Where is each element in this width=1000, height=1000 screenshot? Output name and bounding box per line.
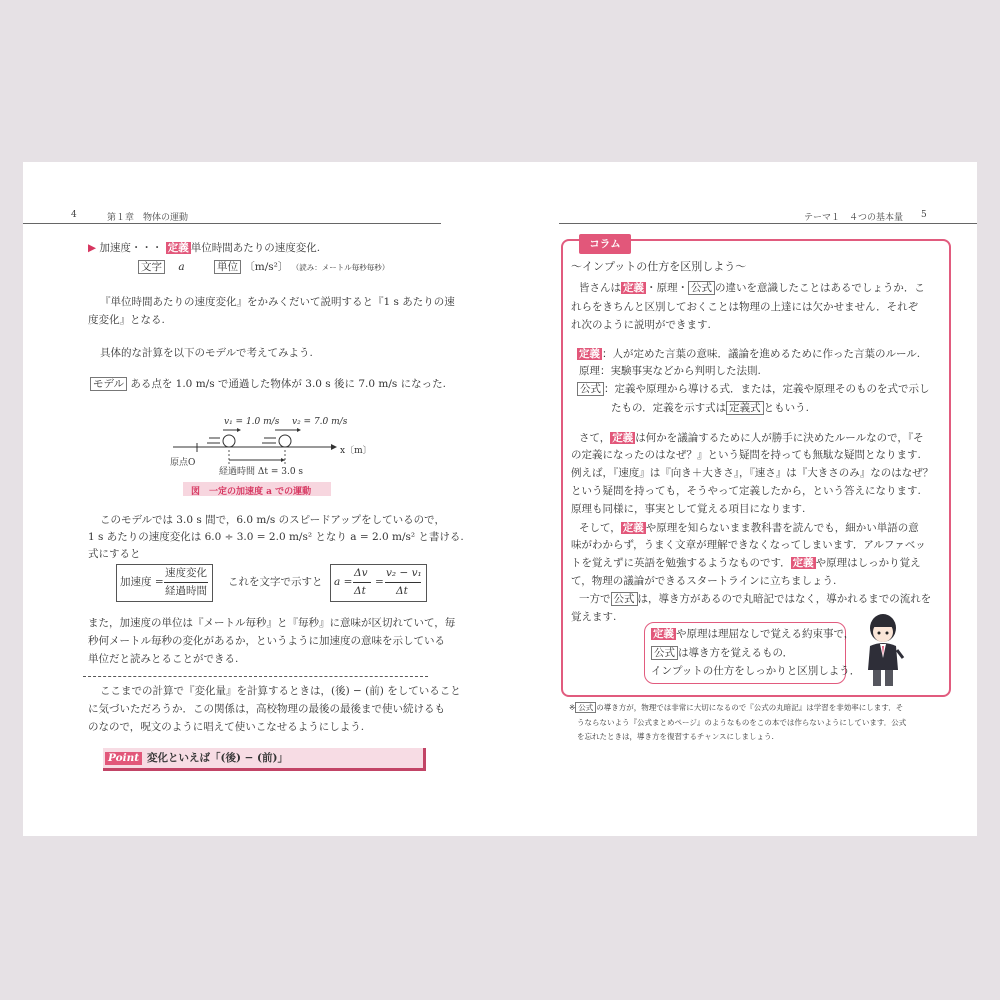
symbol-line [138,261,389,273]
tag-definition-formula: 定義式 [726,401,764,415]
para-c-line1 [579,522,919,534]
footnote-line3: を忘れたときは，導き方を復習するチャンスにしましょう. [577,732,774,741]
character-leg-right [885,670,893,686]
formula-sym-num1: Δv [354,567,368,579]
character-leg-left [873,670,881,686]
formula-words-denominator: 経過時間 [165,585,207,597]
def-item-formula [577,383,930,395]
para-c-line4: て，物理の議論ができるスタートラインに立ちましょう. [571,575,837,587]
character-eye-left [878,632,881,635]
term-label: 加速度・・・ [99,242,163,254]
para3-line2: 1 s あたりの速度変化は 6.0 ÷ 3.0 = 2.0 m/s² となり a = 2.0 m/s² と書ける. [88,531,464,543]
header-rule-left [23,223,441,224]
para4-line2: 秒何メートル毎秒の変化があるか，というように加速度の意味を示している [88,635,445,647]
intro-line2: れらをきちんと区別しておくことは物理の上達には欠かせません．それぞ [571,301,919,313]
def-cont-pre: たもの．定義を示す式は [611,402,727,414]
object-ball-2 [279,435,291,447]
def-formula-text: ：定義や原理から導ける式．または，定義や原理そのものを式で示し [604,383,930,395]
para1-line2: 度変化』となる. [88,314,165,326]
para-b-line1 [579,432,924,444]
intro-post: の違いを意識したことはあるでしょうか．こ [715,282,925,294]
para1-line1: 『単位時間あたりの速度変化』をかみくだいて説明すると『1 s あたりの速 [100,296,455,308]
teacher-character-illustration [861,608,907,690]
para-b-line3: 例えば，『速度』は『向き＋大きさ』，『速さ』は『大きさのみ』なのはなぜ？ [571,467,934,479]
tag-formula: 公式 [688,281,715,295]
tag-definition: 定義 [167,242,189,254]
interval-arrow-head-icon [281,458,285,462]
definition-line [88,242,320,254]
para-c-post: や原理を知らないまま教科書を読んでも，細かい単語の意 [645,522,919,534]
bubble-line3: インプットの仕方をしっかりと区別しよう． [651,665,861,677]
def-item-definition [577,348,920,360]
v1-arrow-head-icon [237,428,241,432]
footnote-marker: ※ [569,703,576,712]
triangle-bullet-icon: ▶ [88,242,97,254]
def-formula-cont [611,402,809,414]
tag-definition: 定義 [612,432,634,444]
column-tag: コラム [579,234,631,254]
def-cont-post: ともいう. [763,402,809,414]
tag-definition: 定義 [579,348,600,360]
definition-text: 単位時間あたりの速度変化. [190,242,321,254]
label-principle: 原理 [579,365,600,377]
fraction-bar-sym1 [353,582,371,583]
para-b-line5: 原理も同様に，事実として覚える項目になります. [571,503,806,515]
theme-header: テーマ１ ４つの基本量 [804,213,904,223]
x-axis-label: x〔m〕 [340,446,372,456]
para5-line2: に気づいただろうか．この関係は，高校物理の最後の最後まで使い続けるも [88,703,445,715]
para-c-line2: 味がわからず，うまく文章が理解できなくなってしまいます．アルファベッ [571,539,926,551]
x-axis-arrow-icon [331,444,337,450]
para-b-line2: の定義になったのはなぜ？』という疑問を持っても無駄な疑問となります. [571,449,921,461]
para-b-line4: という疑問を持っても，そうやって定義したから，という答えになります. [571,485,921,497]
formula-mid-text: これを文字で示すと [228,576,323,588]
para4-line3: 単位だと読みとることができる. [88,653,239,665]
unit-reading-note: （読み：メートル毎秒毎秒） [291,263,390,272]
character-arm [897,650,903,658]
formula-sym-num2: v₂ − v₁ [386,567,422,579]
para-c3-pre: トを覚えずに英語を勉強するようなものです． [571,557,791,569]
para-d-line1 [579,593,931,605]
page-number-right: 5 [921,210,927,220]
bubble-line2 [651,647,793,659]
tag-model: モデル [90,377,127,391]
def-definition-text: ：人が定めた言葉の意味．議論を進めるために作った言葉のルール. [602,348,921,360]
para-c3-post: や原理はしっかり覚え [815,557,921,569]
bubble-line1-text: や原理は理屈なしで覚える約束事で， [676,628,855,640]
para-b-pre: さて， [579,432,611,444]
footnote-line1-text: の導き方が，物理では非常に大切になるので『公式の丸暗記』は学習を非効率にします．そ [596,703,904,712]
v2-arrow-head-icon [297,428,301,432]
intro-line3: れ次のように説明ができます. [571,319,711,331]
para5-line3: のなので，呪文のように唱えて使いこなせるようにしよう. [88,721,365,733]
tag-formula: 公式 [611,592,638,606]
intro-mid: ・原理・ [646,282,688,294]
def-item-principle [579,365,761,377]
point-text: 変化といえば「(後) − (前)」 [147,752,288,764]
para5-line1: ここまでの計算で『変化量』を計算するときは，(後) − (前) をしていること [100,685,461,697]
bubble-line1 [651,628,854,640]
tag-unit: 単位 [214,260,241,274]
tag-character: 文字 [138,260,165,274]
para3-line1: このモデルでは 3.0 s 間で，6.0 m/s のスピードアップをしているので， [100,514,445,526]
para-d-pre: 一方で [579,593,611,605]
model-line [90,378,446,390]
figure-caption: 図 一定の加速度 a での運動 [191,487,312,497]
footnote-line2: うならないよう『公式まとめページ』のようなものをこの本では作らないようにしています．公式 [577,718,907,727]
para3-line3: 式にすると [88,548,141,560]
unit-value: 〔m/s²〕 [244,261,289,273]
tag-formula: 公式 [575,702,596,713]
footnote-line1 [569,703,903,712]
origin-label: 原点O [170,458,196,468]
header-rule-right [559,223,977,224]
tag-definition: 定義 [792,557,814,569]
intro-pre: 皆さんは [579,282,621,294]
formula-words-lhs: 加速度 = [120,576,164,588]
character-bangs [873,620,893,627]
para-d-post: は，導き方があるので丸暗記ではなく，導かれるまでの流れを [637,593,932,605]
formula-sym-eq: = [375,576,384,588]
para4-line1: また，加速度の単位は『メートル毎秒』と『毎秒』に意味が区切れていて，毎 [88,617,456,629]
formula-sym-lhs: a = [334,576,353,588]
dashed-divider [83,676,428,677]
intro-line1 [579,282,925,294]
model-text: ある点を 1.0 m/s で通過した物体が 3.0 s 後に 7.0 m/s になった. [130,378,446,390]
formula-sym-den2: Δt [396,585,408,597]
elapsed-time-label: 経過時間 Δt = 3.0 s [219,467,304,477]
tag-definition: 定義 [623,282,644,294]
para2: 具体的な計算を以下のモデルで考えてみよう. [100,347,313,359]
book-spread [23,162,977,836]
para-c-pre: そして， [579,522,621,534]
object-ball-1 [223,435,235,447]
tag-definition: 定義 [622,522,644,534]
def-principle-text: ：実験事実などから判明した法則. [600,365,761,377]
formula-words-numerator: 速度変化 [165,567,207,579]
v2-label: v₂ = 7.0 m/s [292,417,348,427]
symbol-value: a [178,261,185,273]
bubble-line2-text: は導き方を覚えるもの． [678,647,794,659]
fraction-bar-sym2 [385,582,421,583]
page-number-left: 4 [71,210,77,220]
formula-sym-den1: Δt [354,585,366,597]
chapter-header: 第１章 物体の運動 [107,213,189,223]
fraction-bar-words [164,582,208,583]
column-title: ～インプットの仕方を区別しよう～ [571,260,747,273]
point-tag: Point [105,752,142,765]
tag-formula: 公式 [651,646,678,660]
character-eye-right [886,632,889,635]
para-c-line3 [571,557,921,569]
tag-definition: 定義 [653,628,674,640]
para-b-post: は何かを議論するために人が勝手に決めたルールなので，『そ [635,432,924,444]
v1-label: v₁ = 1.0 m/s [224,417,280,427]
para-d-line2: 覚えます. [571,611,617,623]
tag-formula: 公式 [577,382,604,396]
